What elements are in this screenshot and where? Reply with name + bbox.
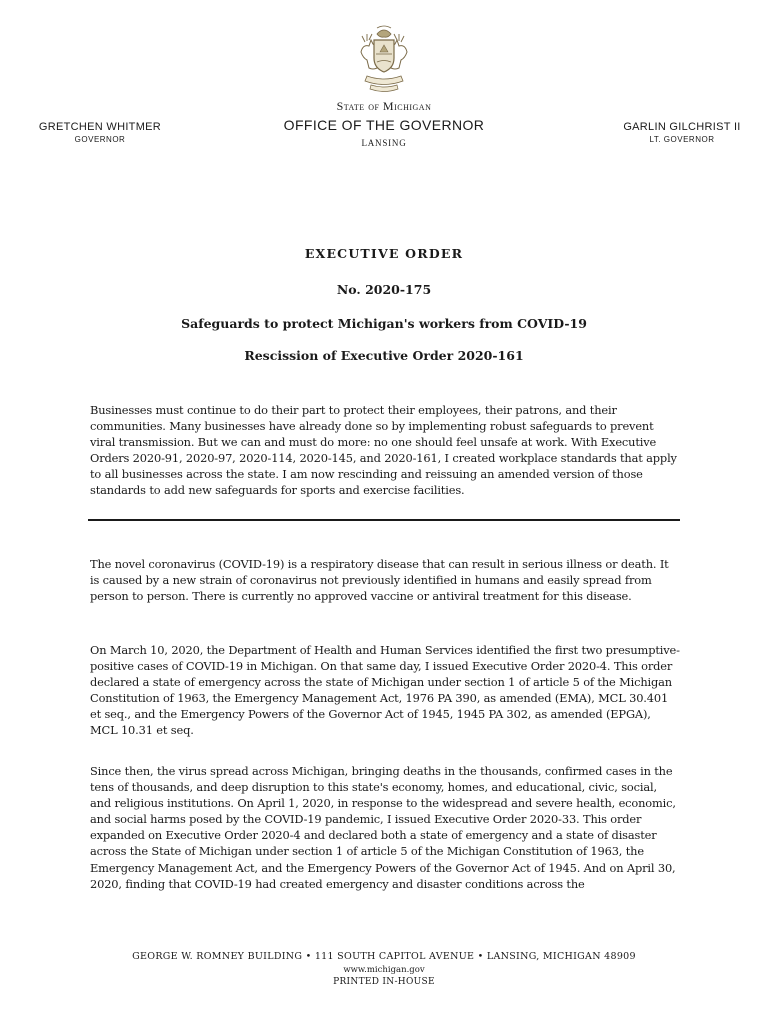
footer-printed: PRINTED IN-HOUSE bbox=[333, 977, 435, 987]
summary-divider bbox=[88, 519, 680, 521]
order-heading: EXECUTIVE ORDER bbox=[304, 246, 464, 261]
state-name: State of Michigan bbox=[336, 99, 432, 113]
summary-paragraph: Businesses must continue to do their part to protect their employees, their patrons, and their communities. Many businesses have already done so by implementing robust safeguards to prevent viral transmission. But we can and must do more: no one should feel unsafe at work. With Executive Orders 2020-91, 2020-97, 2020-114, 2020-145, and 2020-161, I created workplace standards that apply to all businesses across the state. I am now rescinding and reissuing an amended version of those standards to add new safeguards for sports and exercise facilities. bbox=[90, 403, 677, 498]
body-paragraph-2: On March 10, 2020, the Department of Health and Human Services identified the first two presumptive-positive cases of COVID-19 in Michigan. On that same day, I issued Executive Order 2020-4. This order declared a state of emergency across the state of Michigan under section 1 of article 5 of the Michigan Constitution of 1963, the Emergency Management Act, 1976 PA 390, as amended (EMA), MCL 30.401 et seq., and the Emergency Powers of the Governor Act of 1945, 1945 PA 302, as amended (EPGA), MCL 10.31 et seq. bbox=[90, 643, 680, 738]
body-paragraph-3: Since then, the virus spread across Michigan, bringing deaths in the thousands, confirmed cases in the tens of thousands, and deep disruption to this state's economy, homes, and educational, civic, social, and religious institutions. On April 1, 2020, in response to the widespread and severe health, economic, and social harms posed by the COVID-19 pandemic, I issued Executive Order 2020-33. This order expanded on Executive Order 2020-4 and declared both a state of emergency and a state of disaster across the State of Michigan under section 1 of article 5 of the Michigan Constitution of 1963, the Emergency Management Act, and the Emergency Powers of the Governor Act of 1945. And on April 30, 2020, finding that COVID-19 had created emergency and disaster conditions across the bbox=[90, 764, 676, 891]
michigan-state-seal-icon bbox=[355, 22, 413, 94]
governor-name: GRETCHEN WHITMER bbox=[38, 121, 162, 133]
office-city: LANSING bbox=[361, 138, 407, 148]
lt-governor-name: GARLIN GILCHRIST II bbox=[623, 121, 741, 133]
lt-governor-block bbox=[612, 121, 752, 144]
body-paragraph-1: The novel coronavirus (COVID-19) is a respiratory disease that can result in serious illness or death. It is caused by a new strain of coronavirus not previously identified in humans and easily spread from person to person. There is currently no approved vaccine or antiviral treatment for this disease. bbox=[90, 557, 669, 604]
office-title: OFFICE OF THE GOVERNOR bbox=[283, 117, 485, 133]
order-number: No. 2020-175 bbox=[336, 282, 432, 297]
footer-website: www.michigan.gov bbox=[343, 965, 425, 975]
order-subtitle: Rescission of Executive Order 2020-161 bbox=[244, 348, 524, 363]
governor-title: GOVERNOR bbox=[74, 135, 126, 144]
governor-block bbox=[30, 121, 170, 144]
lt-governor-title: LT. GOVERNOR bbox=[649, 135, 715, 144]
order-title: Safeguards to protect Michigan's workers from COVID-19 bbox=[181, 316, 587, 331]
footer-address: GEORGE W. ROMNEY BUILDING • 111 SOUTH CAPITOL AVENUE • LANSING, MICHIGAN 48909 bbox=[132, 951, 636, 962]
